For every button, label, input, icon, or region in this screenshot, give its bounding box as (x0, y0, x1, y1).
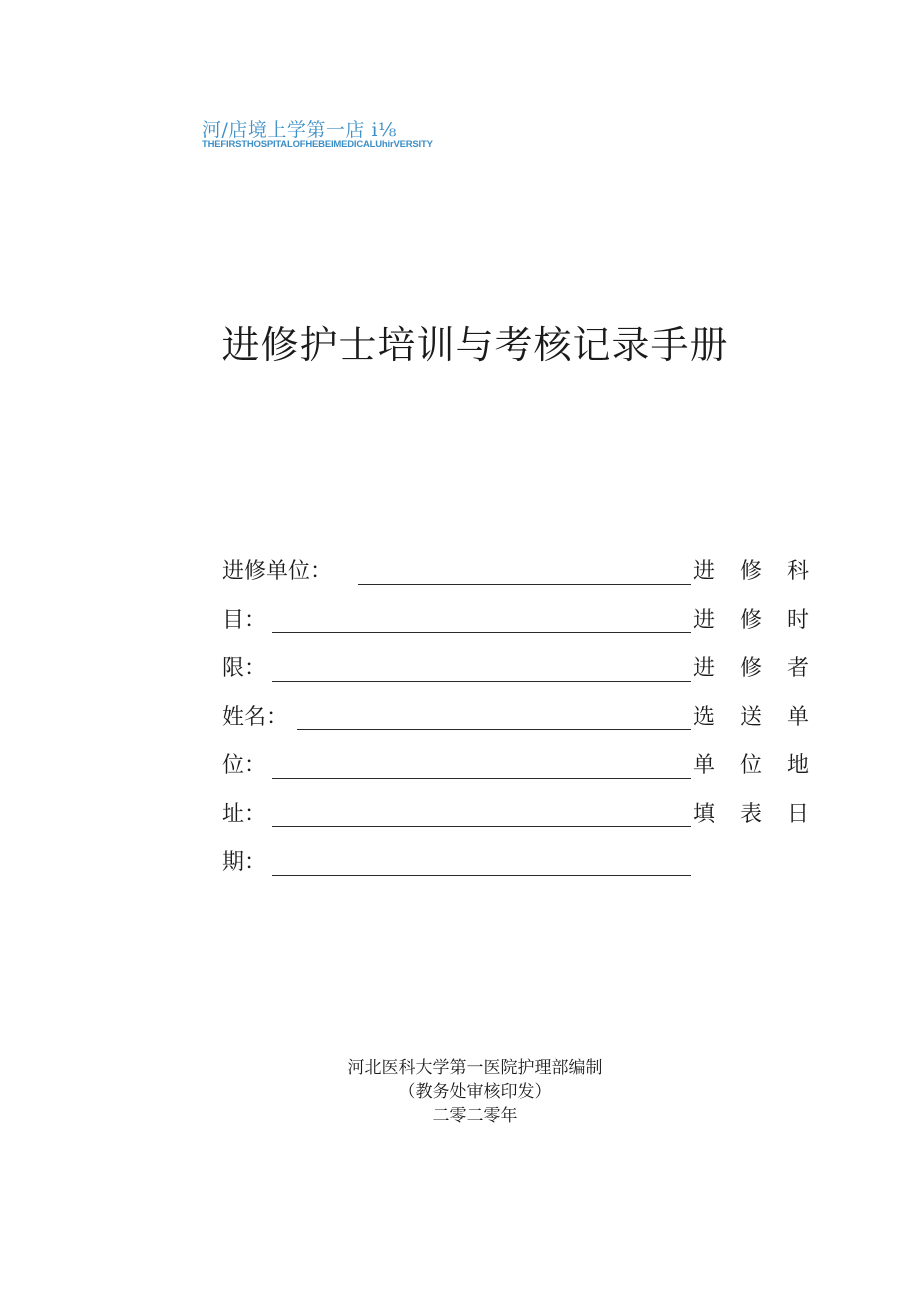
form-label: 姓名： (222, 704, 289, 730)
hospital-logo-cn: 河/店境上学第一店 i⅛ (202, 119, 397, 141)
form-label-continued: 填 表 日 (693, 801, 818, 827)
fill-in-line[interactable] (272, 778, 691, 779)
form-row-department (222, 597, 818, 646)
form-row-name (222, 694, 818, 743)
fill-in-line[interactable] (358, 584, 691, 585)
form-label-continued: 单 位 地 (693, 753, 818, 778)
form-label: 址： (222, 801, 267, 827)
fill-in-line[interactable] (272, 681, 691, 682)
fill-in-line[interactable] (297, 729, 691, 730)
fill-in-line[interactable] (272, 632, 691, 633)
hospital-logo-en: THEFIRSTHOSPITALOFHEBEIMEDICALUhirVERSITY (202, 139, 433, 150)
form-row-date (222, 839, 782, 888)
form-row-sending-unit (222, 742, 818, 791)
footer-review-note: （教务处审核印发） (398, 1082, 552, 1102)
footer-year: 二零二零年 (432, 1106, 518, 1126)
form-row-address (222, 791, 818, 840)
form-label: 进修单位： (222, 559, 333, 584)
fill-in-line[interactable] (272, 826, 691, 827)
registration-form (222, 548, 818, 888)
form-label: 限： (222, 656, 267, 681)
form-label-continued: 进 修 科 (693, 559, 818, 584)
form-label: 期： (222, 850, 267, 875)
footer-editor: 河北医科大学第一医院护理部编制 (347, 1058, 603, 1078)
form-row-duration (222, 645, 818, 694)
form-label: 目： (222, 607, 267, 633)
form-label-continued: 进 修 者 (693, 656, 818, 681)
form-label-continued: 进 修 时 (693, 607, 818, 633)
form-label: 位： (222, 753, 267, 778)
form-row-unit (222, 548, 818, 597)
document-title: 进修护士培训与考核记录手册 (221, 323, 729, 367)
form-label-continued: 选 送 单 (693, 704, 818, 730)
fill-in-line[interactable] (272, 875, 691, 876)
